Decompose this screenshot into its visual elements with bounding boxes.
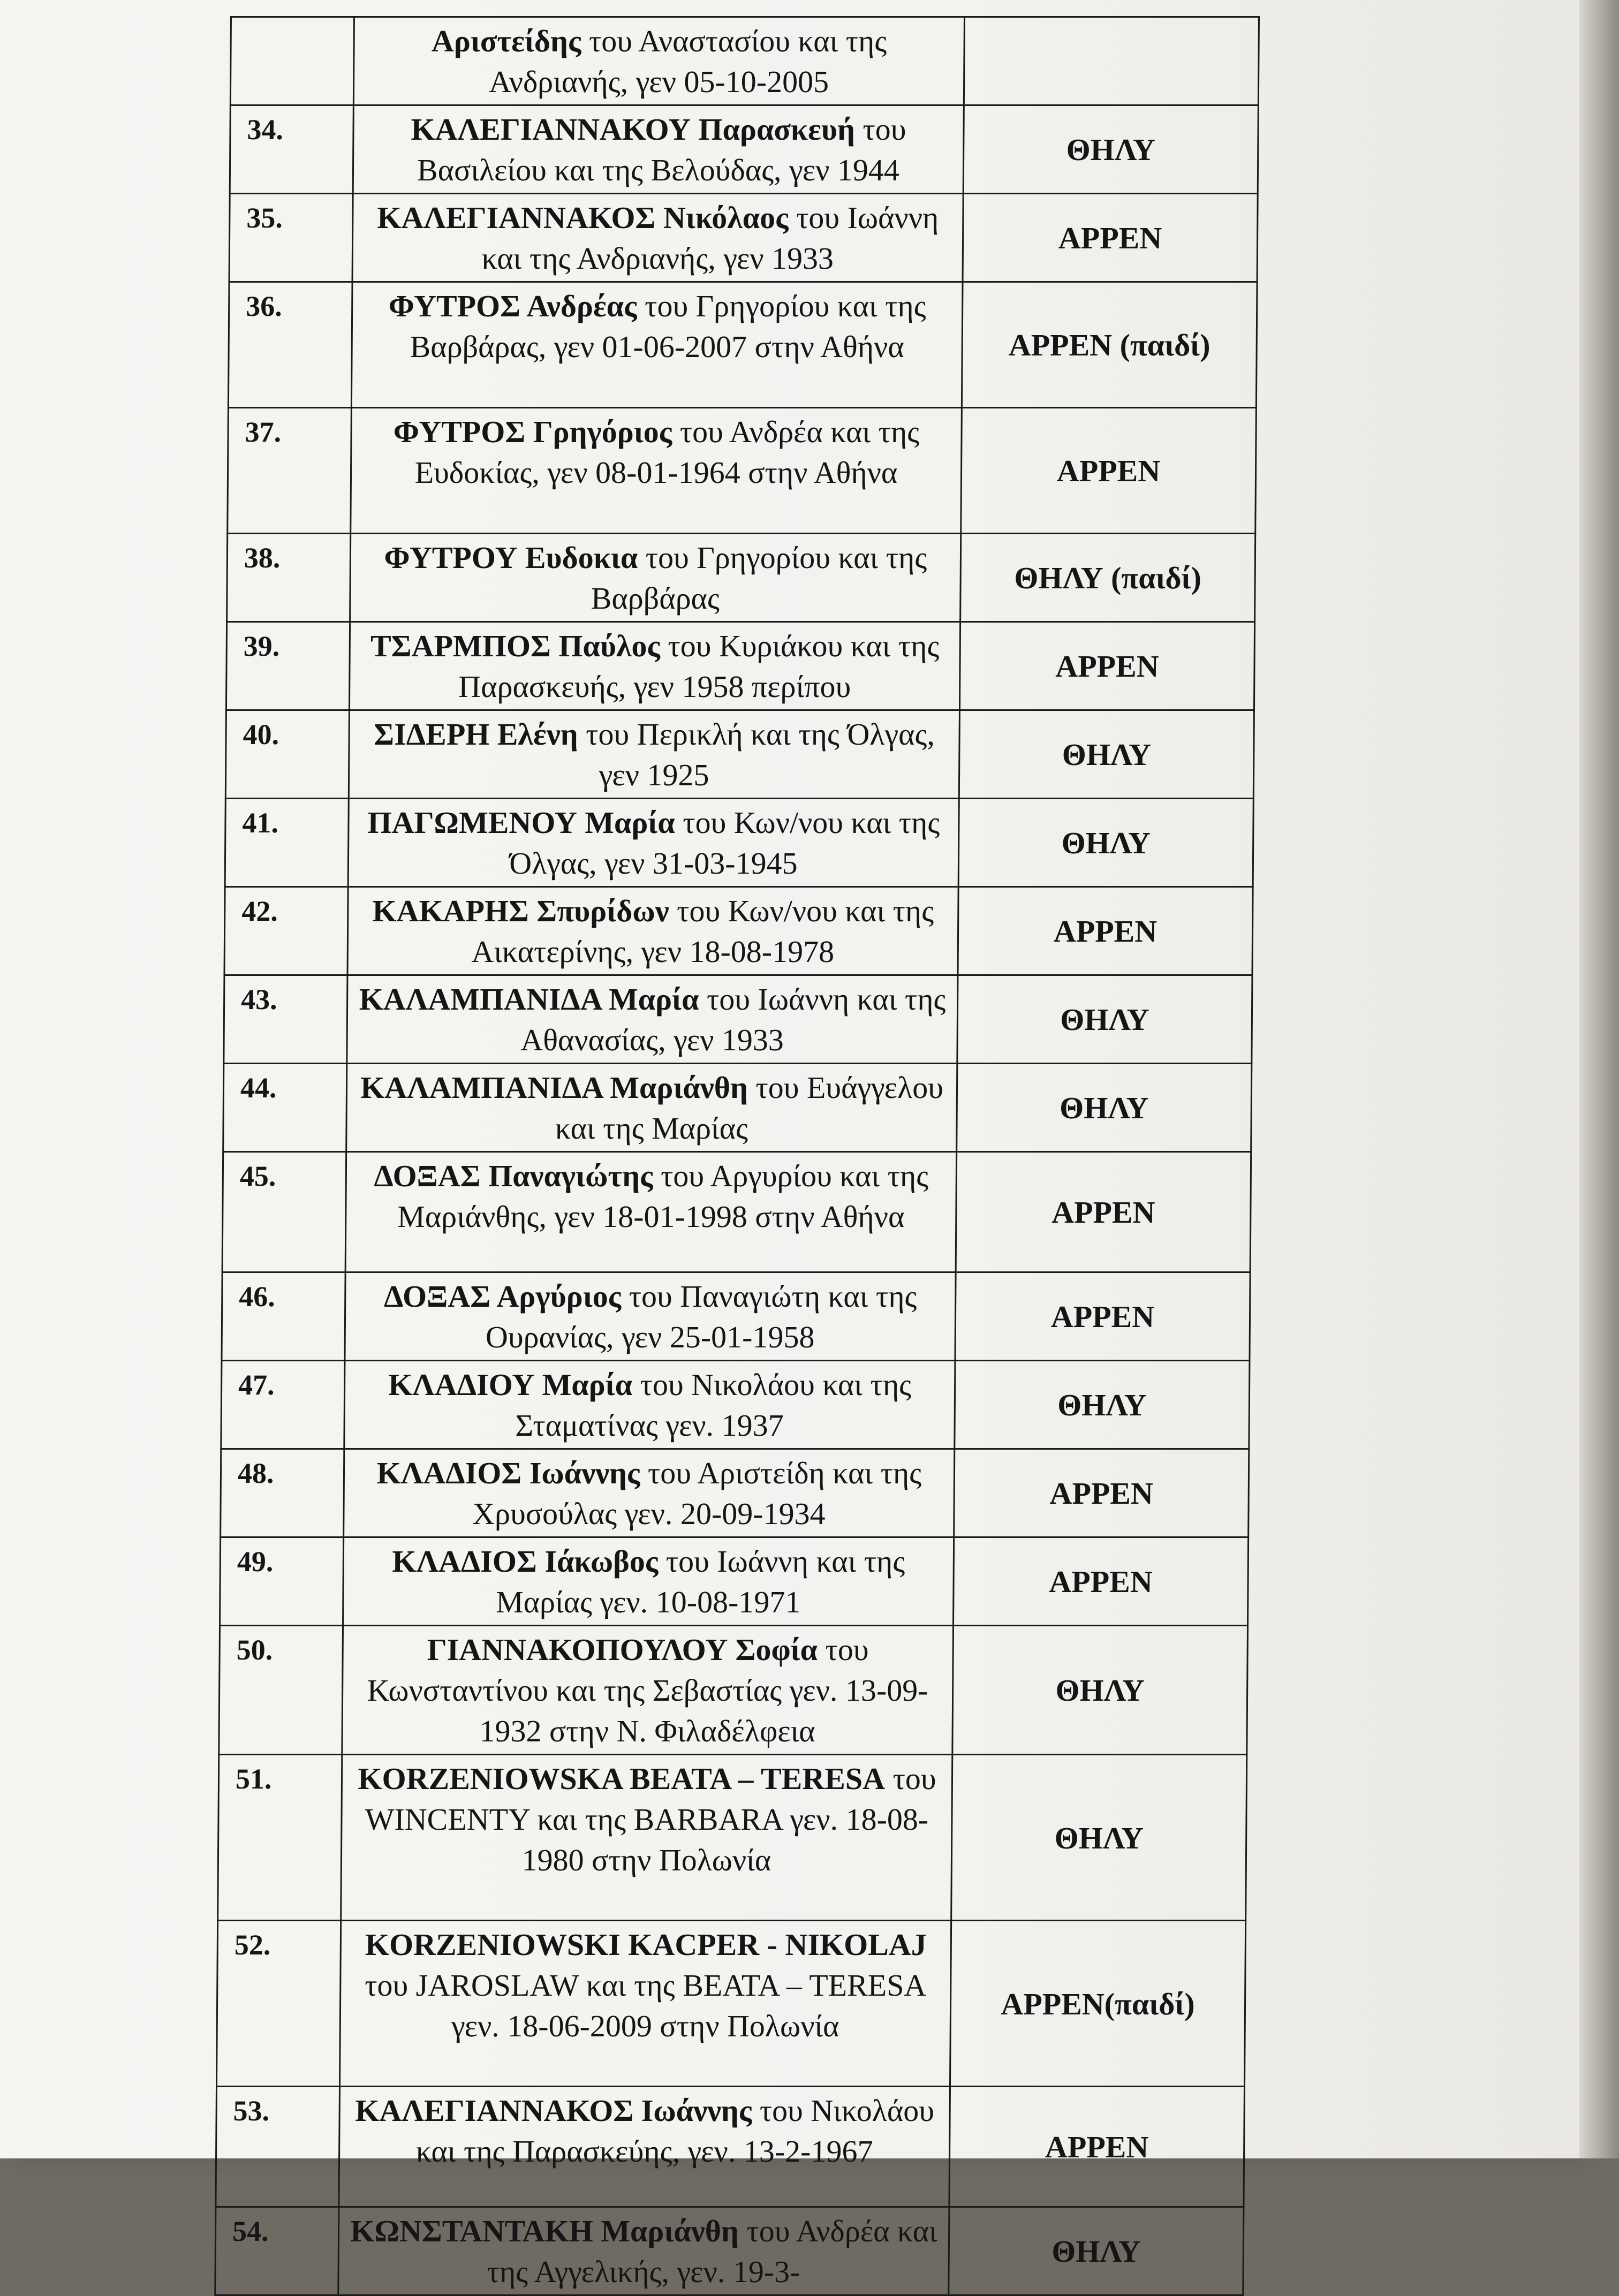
- entry-description: [345, 1272, 956, 1361]
- entry-details: του Ιωάννη και της Μαρίας γεν. 10-08-1971: [495, 1544, 905, 1619]
- entry-description: [347, 887, 958, 975]
- entry-details: του Κωνσταντίνου και της Σεβαστίας γεν. 13-09-1932 στην Ν. Φιλαδέλφεια: [367, 1632, 928, 1748]
- entry-description: [341, 1755, 952, 1921]
- entry-number: 54.: [215, 2207, 339, 2295]
- entry-description: [345, 1152, 957, 1272]
- entry-description: [353, 17, 964, 105]
- entry-name: ΦΥΤΡΟΣ Ανδρέας: [388, 289, 637, 323]
- entry-description: [342, 1626, 954, 1755]
- entry-gender: ΑΡΡΕΝ: [954, 1449, 1249, 1537]
- entry-name: ΚΑΛΕΓΙΑΝΝΑΚΟΣ Ιωάννης: [355, 2093, 752, 2128]
- table-row: [222, 1272, 1250, 1361]
- entry-gender: ΘΗΛΥ: [957, 975, 1252, 1064]
- entry-gender: ΘΗΛΥ (παιδί): [960, 534, 1255, 622]
- table-row: [230, 17, 1259, 105]
- entry-gender: ΑΡΡΕΝ(παιδί): [950, 1921, 1245, 2087]
- entry-description: [350, 534, 961, 622]
- entry-number: 34.: [230, 105, 353, 194]
- desk-edge: [1579, 0, 1619, 2158]
- table-row: [221, 1449, 1249, 1537]
- entry-gender: ΘΗΛΥ: [959, 710, 1254, 799]
- entry-name: ΤΣΑΡΜΠΟΣ Παύλος: [370, 628, 661, 663]
- entry-name: ΚΑΚΑΡΗΣ Σπυρίδων: [372, 893, 669, 928]
- entry-gender: ΘΗΛΥ: [957, 1064, 1252, 1152]
- entry-details: του Παναγιώτη και της Ουρανίας, γεν 25-01-1958: [485, 1279, 917, 1354]
- table-row: [224, 887, 1253, 975]
- table-row: [225, 710, 1254, 799]
- entry-number: 50.: [219, 1626, 343, 1755]
- entry-gender: ΑΡΡΕΝ: [955, 1272, 1250, 1361]
- table-row: [228, 282, 1257, 408]
- entry-number: 42.: [224, 887, 348, 975]
- entry-description: [349, 710, 959, 799]
- entry-gender: ΘΗΛΥ: [958, 799, 1253, 887]
- table-row: [227, 534, 1255, 622]
- entry-name: ΣΙΔΕΡΗ Ελένη: [374, 717, 578, 752]
- entry-details: του Νικολάου και της Σταματίνας γεν. 1937: [515, 1367, 912, 1443]
- entry-details: του Αριστείδη και της Χρυσούλας γεν. 20-09-1934: [472, 1456, 922, 1531]
- entry-number: 52.: [216, 1921, 341, 2087]
- table-row: [224, 975, 1252, 1064]
- entry-number: 48.: [221, 1449, 344, 1537]
- table-row: [216, 1921, 1245, 2087]
- entry-description: [352, 194, 963, 282]
- entry-details: του Ανδρέα και της Ευδοκίας, γεν 08-01-1964 στην Αθήνα: [414, 414, 920, 490]
- entry-details: του Κυριάκου και της Παρασκευής, γεν 1958 περίπου: [458, 628, 940, 704]
- entry-gender: ΘΗΛΥ: [949, 2207, 1244, 2295]
- entry-details: του Γρηγορίου και της Βαρβάρας: [591, 540, 927, 616]
- entry-details: του WINCENTY και της BARBARA γεν. 18-08-1980 στην Πολωνία: [365, 1761, 936, 1877]
- entry-name: ΔΟΞΑΣ Αργύριος: [383, 1279, 622, 1314]
- entry-name: KORZENIOWSKA BEATA – TERESA: [358, 1761, 886, 1796]
- entry-gender: ΘΗΛΥ: [952, 1626, 1248, 1755]
- table-row: [218, 1755, 1247, 1921]
- table-row: [230, 105, 1258, 194]
- table-row: [215, 2207, 1244, 2295]
- entry-gender: ΑΡΡΕΝ: [959, 622, 1254, 710]
- entry-number: 43.: [224, 975, 347, 1064]
- registry-table: [214, 16, 1260, 2296]
- entry-name: ΚΛΑΔΙΟΣ Ιάκωβος: [392, 1544, 659, 1579]
- entry-description: [339, 1921, 951, 2087]
- entry-gender: ΑΡΡΕΝ: [954, 1537, 1249, 1626]
- entry-number: 36.: [228, 282, 352, 408]
- entry-description: [351, 282, 963, 408]
- table-row: [216, 2087, 1245, 2207]
- entry-number: 35.: [229, 194, 353, 282]
- registry-rows: [215, 17, 1259, 2295]
- table-row: [226, 622, 1254, 710]
- entry-name: ΔΟΞΑΣ Παναγιώτης: [374, 1158, 653, 1193]
- entry-gender: ΑΡΡΕΝ: [961, 408, 1257, 534]
- table-row: [221, 1361, 1250, 1449]
- entry-number: 37.: [228, 408, 352, 534]
- entry-details: του Κων/νου και της Αικατερίνης, γεν 18-08-1978: [471, 893, 934, 969]
- entry-details: του Ιωάννη και της Αθανασίας, γεν 1933: [520, 982, 946, 1057]
- entry-name: ΚΑΛΕΓΙΑΝΝΑΚΟΥ Παρασκευή: [411, 112, 856, 147]
- entry-details: του JAROSLAW και της BEATA – TERESA γεν. 18-06-2009 στην Πολωνία: [365, 1968, 927, 2043]
- entry-name: ΚΑΛΑΜΠΑΝΙΔΑ Μαριάνθη: [360, 1070, 748, 1105]
- entry-name: KORZENIOWSKI KACPER - NIKOLAJ: [365, 1927, 927, 1962]
- table-row: [225, 799, 1253, 887]
- entry-details: του Κων/νου και της Όλγας, γεν 31-03-1945: [509, 805, 940, 881]
- entry-description: [339, 2087, 950, 2207]
- entry-details: του Αναστασίου και της Ανδριανής, γεν 05-10-2005: [488, 24, 887, 99]
- entry-name: ΦΥΤΡΟΥ Ευδοκια: [384, 540, 638, 575]
- entry-name: ΓΙΑΝΝΑΚΟΠΟΥΛΟΥ Σοφία: [427, 1632, 818, 1667]
- entry-description: [351, 408, 962, 534]
- entry-number: 40.: [225, 710, 349, 799]
- table-row: [220, 1537, 1249, 1626]
- entry-description: [344, 1449, 955, 1537]
- entry-gender: ΑΡΡΕΝ: [963, 194, 1258, 282]
- entry-gender: ΑΡΡΕΝ: [949, 2087, 1245, 2207]
- entry-description: [353, 105, 964, 194]
- entry-gender: ΘΗΛΥ: [951, 1755, 1247, 1921]
- entry-number: 46.: [222, 1272, 345, 1361]
- entry-description: [344, 1361, 955, 1449]
- entry-description: [347, 975, 958, 1064]
- entry-details: του Ανδρέα και της Αγγελικής, γεν. 19-3-: [487, 2214, 938, 2289]
- entry-number: [230, 17, 354, 105]
- entry-name: ΦΥΤΡΟΣ Γρηγόριος: [393, 414, 672, 449]
- entry-details: του Περικλή και της Όλγας, γεν 1925: [578, 717, 935, 792]
- entry-gender: ΘΗΛΥ: [955, 1361, 1250, 1449]
- entry-details: του Γρηγορίου και της Βαρβάρας, γεν 01-06-2007 στην Αθήνα: [410, 289, 926, 364]
- entry-name: ΚΩΝΣΤΑΝΤΑΚΗ Μαριάνθη: [350, 2214, 739, 2248]
- entry-description: [346, 1064, 957, 1152]
- entry-details: του Ευάγγελου και της Μαρίας: [555, 1070, 944, 1146]
- entry-number: 49.: [220, 1537, 344, 1626]
- entry-name: Αριστείδης: [431, 24, 581, 58]
- entry-name: ΚΑΛΕΓΙΑΝΝΑΚΟΣ Νικόλαος: [377, 200, 789, 235]
- entry-name: ΚΛΑΔΙΟΣ Ιωάννης: [376, 1456, 640, 1490]
- entry-number: 51.: [218, 1755, 342, 1921]
- entry-number: 44.: [223, 1064, 347, 1152]
- entry-details: του Νικολάου και της Παρασκεύης, γεν. 13-2-1967: [415, 2093, 935, 2169]
- entry-name: ΚΛΑΔΙΟΥ Μαρία: [388, 1367, 633, 1402]
- entry-number: 39.: [226, 622, 350, 710]
- entry-number: 41.: [225, 799, 349, 887]
- entry-description: [343, 1537, 954, 1626]
- entry-number: 53.: [216, 2087, 340, 2207]
- entry-details: του Αργυρίου και της Μαριάνθης, γεν 18-01-1998 στην Αθήνα: [397, 1158, 929, 1234]
- entry-number: 38.: [227, 534, 351, 622]
- table-row: [229, 194, 1258, 282]
- table-row: [223, 1064, 1252, 1152]
- entry-description: [338, 2207, 949, 2295]
- entry-description: [349, 622, 960, 710]
- entry-name: ΠΑΓΩΜΕΝΟΥ Μαρία: [367, 805, 676, 840]
- entry-gender: [964, 17, 1259, 105]
- entry-details: του Βασιλείου και της Βελούδας, γεν 1944: [417, 112, 906, 187]
- table-row: [228, 408, 1257, 534]
- entry-gender: ΑΡΡΕΝ (παιδί): [962, 282, 1257, 408]
- entry-number: 47.: [221, 1361, 345, 1449]
- entry-number: 45.: [222, 1152, 346, 1272]
- entry-description: [348, 799, 959, 887]
- entry-gender: ΘΗΛΥ: [963, 105, 1258, 194]
- entry-gender: ΑΡΡΕΝ: [956, 1152, 1251, 1272]
- entry-gender: ΑΡΡΕΝ: [958, 887, 1253, 975]
- table-row: [219, 1626, 1248, 1755]
- table-row: [222, 1152, 1251, 1272]
- entry-name: ΚΑΛΑΜΠΑΝΙΔΑ Μαρία: [359, 982, 699, 1017]
- entry-details: του Ιωάννη και της Ανδριανής, γεν 1933: [481, 200, 939, 276]
